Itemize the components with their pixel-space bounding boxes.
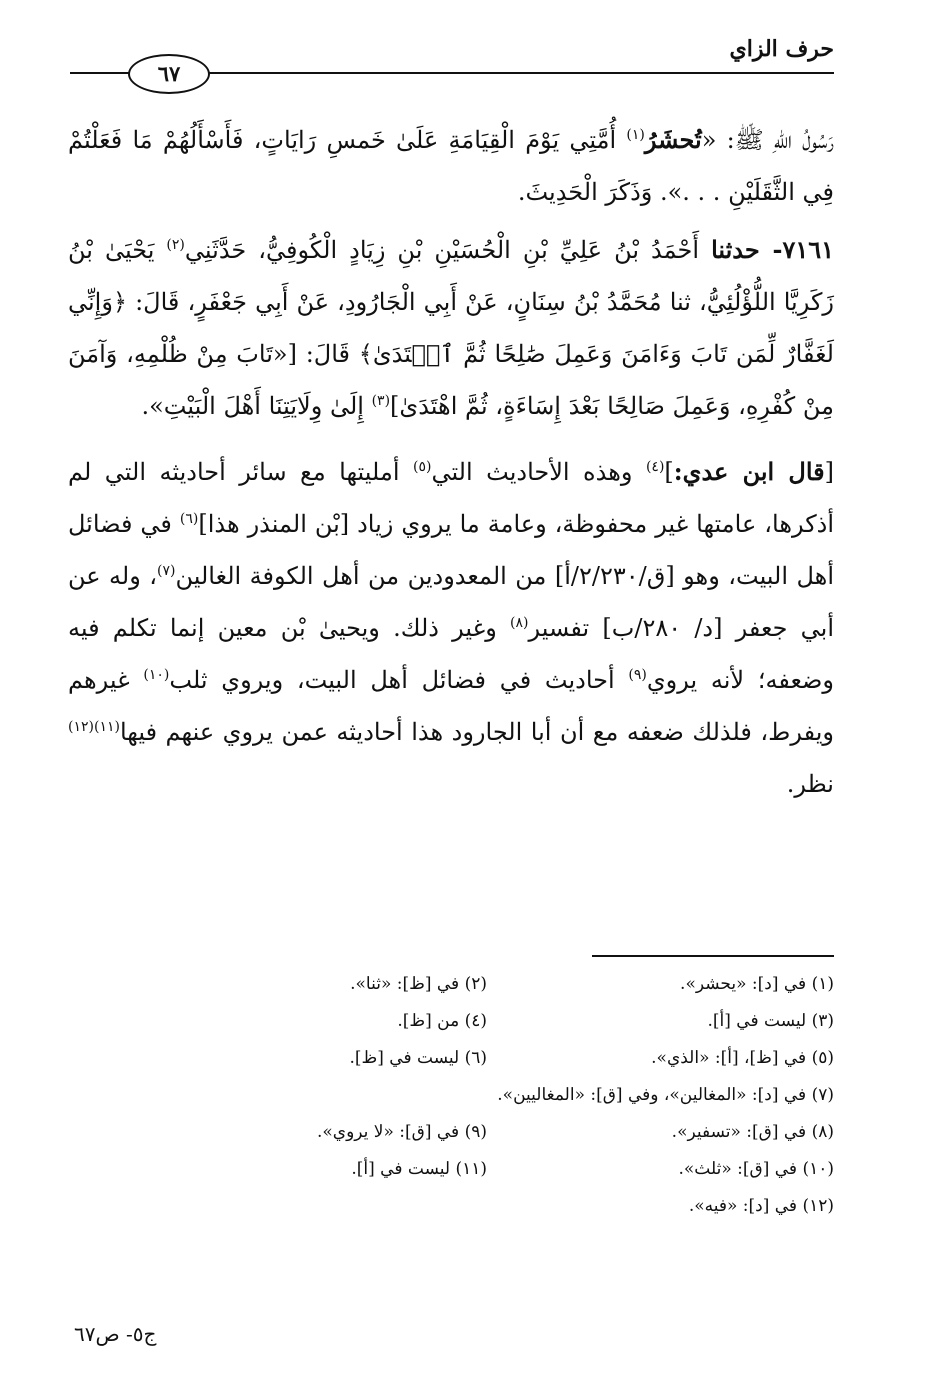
footnote-ref-11: (١١) — [93, 719, 120, 735]
footnote-12: (١٢) في [د]: «فيه». — [688, 1196, 834, 1216]
footnote-8: (٨) في [ق]: «تسفير». — [671, 1122, 834, 1142]
footnote-5: (٥) في [ظ]، [أ]: «الذي». — [651, 1048, 834, 1068]
footnote-3: (٣) ليست في [أ]. — [707, 1011, 834, 1031]
footnote-row — [140, 966, 834, 1003]
footnote-9: (٩) في [ق]: «لا يروي». — [316, 1122, 487, 1142]
footnote-ref-6: (٦) — [179, 511, 199, 527]
footnotes — [140, 966, 834, 1225]
commentator-label: قال ابن عدي: — [673, 457, 825, 486]
hadith-number: ٧١٦١- — [759, 235, 835, 264]
footnote-row — [140, 1077, 834, 1114]
footnote-row — [140, 1114, 834, 1151]
footnote-row — [140, 1003, 834, 1040]
footnote-2: (٢) في [ظ]: «ثنا». — [350, 974, 487, 994]
narration-label: حدثنا — [711, 235, 760, 264]
paragraph-hadith-continuation: رَسُولُ اللهِ ﷺ: «تُحشَرُ$^{(١)}$ أُمَّتِي يَوْمَ الْقِيَامَةِ عَلَىٰ خَمسِ رَايَاتٍ، فَأَسْأَلُهُمْ مَا فَعَلْتُمْ فِي الثَّقَلَيْنِ . . .». وَذَكَرَ الْحَدِيثَ. — [68, 125, 834, 206]
volume-page-reference: ج٥- ص٦٧ — [74, 1322, 157, 1346]
footnote-row — [140, 1040, 834, 1077]
footnote-ref-4: (٤) — [645, 459, 665, 475]
footnote-10: (١٠) في [ق]: «ثلث». — [678, 1159, 834, 1179]
footnote-ref-7: (٧) — [157, 563, 176, 579]
footnote-ref-5: (٥) — [412, 459, 432, 475]
footnote-ref-10: (١٠) — [143, 667, 170, 683]
footnote-ref-8: (٨) — [510, 615, 529, 631]
footnote-11: (١١) ليست في [أ]. — [351, 1159, 487, 1179]
footnote-row — [140, 1188, 834, 1225]
footnote-separator — [592, 955, 834, 957]
footnote-row — [140, 1151, 834, 1188]
footnote-ref-2: (٢) — [166, 237, 185, 253]
page-number-badge: ٦٧ — [128, 54, 210, 94]
footnote-ref-3: (٣) — [371, 393, 391, 409]
paragraph-hadith-7161: ٧١٦١- حدثنا أَحْمَدُ بْنُ عَلِيِّ بْنِ الْحُسَيْنِ بْنِ زِيَادٍ الْكُوفِيُّ، حَدَّثَنِي$^{(٢)}$ يَحْيَىٰ بْنُ زَكَرِيَّا اللُّؤْلُئِيُّ، ثنا مُحَمَّدُ بْنُ سِنَانٍ، عَنْ أَبِي الْجَارُودِ، عَنْ أَبِي جَعْفَرٍ، قَالَ: ﴿وَإِنِّي لَغَفَّارٌ لِّمَن تَابَ وَءَامَنَ وَعَمِلَ صَٰلِحًا ثُمَّ ٱهۡتَدَىٰ﴾ قَالَ: [«تَابَ مِنْ ظُلْمِهِ، وَآمَنَ مِنْ كُفْرِهِ، وَعَمِلَ صَالِحًا بَعْدَ إِسَاءَةٍ، ثُمَّ اهْتَدَىٰ]$^{(٣)}$ إِلَىٰ وِلَايَتِنَا أَهْلَ الْبَيْتِ». — [68, 235, 835, 420]
chapter-title: حرف الزاي — [729, 36, 834, 62]
footnote-4: (٤) من [ظ]. — [397, 1011, 487, 1031]
footnote-ref-12: (١٢) — [68, 719, 94, 735]
footnote-1: (١) في [د]: «يحشر». — [680, 974, 834, 994]
footnote-ref-9: (٩) — [628, 667, 647, 683]
footnote-7: (٧) في [د]: «المغالين»، وفي [ق]: «المغاليين». — [497, 1085, 834, 1105]
paragraph-ibn-adi-commentary: [قال ابن عدي:]$^{(٤)}$ وهذه الأحاديث التي$^{(٥)}$ أمليتها مع سائر أحاديثه التي لم أذكرها، عامتها غير محفوظة، وعامة ما يروي زياد [بْن المنذر هذا]$^{(٦)}$ في فضائل أهل البيت، وهو [ق/٢/٢٣٠/أ] من المعدودين من أهل الكوفة الغالين$^{(٧)}$، وله عن أبي جعفر [د/ ٢٨٠/ب] تفسير$^{(٨)}$ وغير ذلك. ويحيىٰ بْن معين إنما تكلم فيه وضعفه؛ لأنه يروي$^{(٩)}$ أحاديث في فضائل أهل البيت، ويروي ثلب$^{(١٠)}$ غيرهم ويفرط، فلذلك ضعفه مع أن أبا الجارود هذا أحاديثه عمن يروي عنهم فيها$^{(١١)(١٢)}$ نظر. — [68, 457, 835, 798]
emphasized-word: تُحشَرُ — [644, 125, 702, 154]
main-text — [68, 114, 834, 810]
page-header — [70, 36, 834, 106]
footnote-6: (٦) ليست في [ظ]. — [349, 1048, 487, 1068]
footnote-ref-1: (١) — [626, 127, 645, 143]
